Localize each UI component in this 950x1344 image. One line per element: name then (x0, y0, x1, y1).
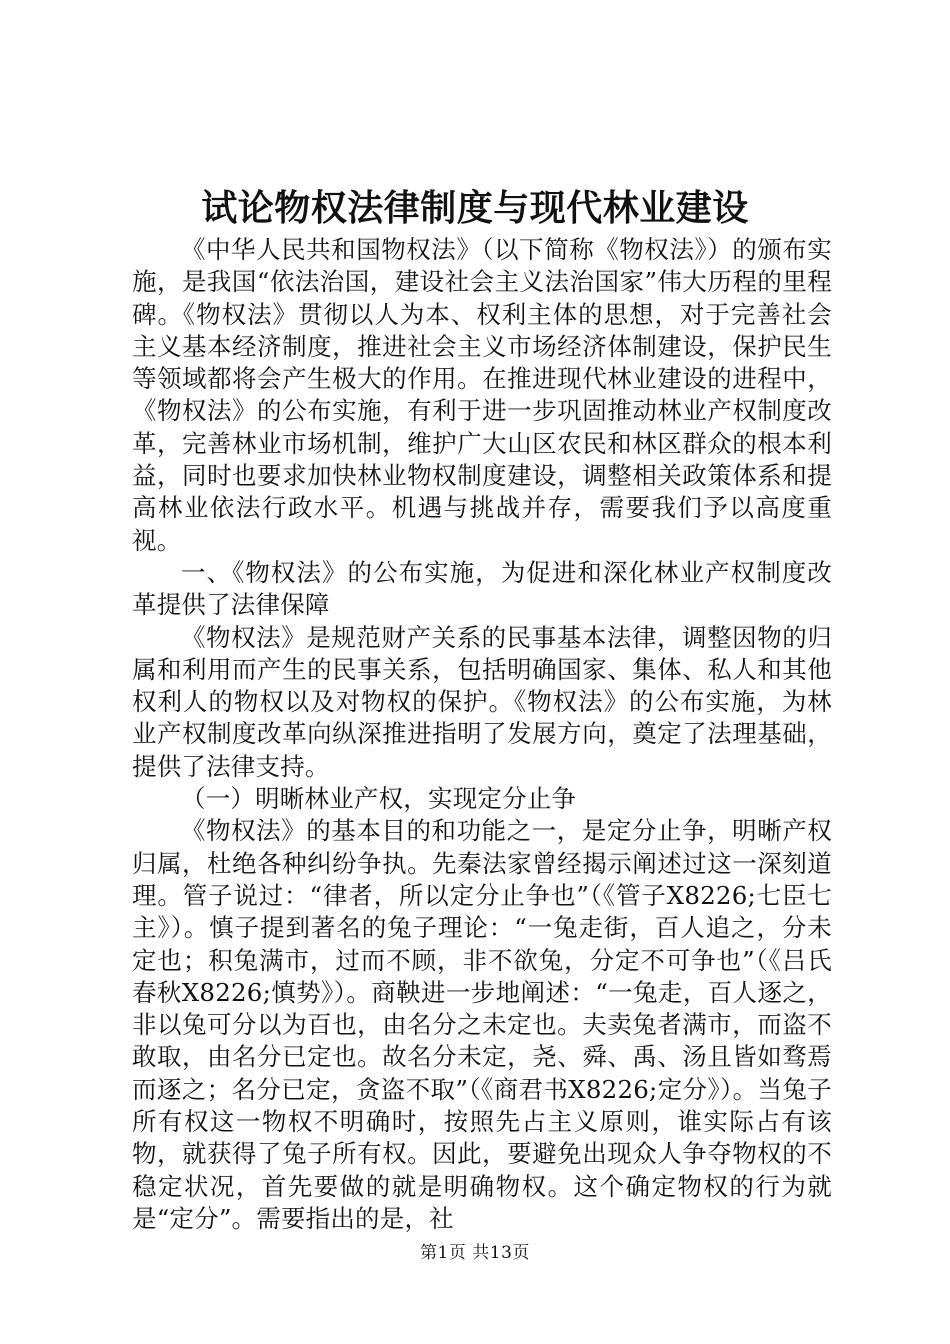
paragraph-subsection-1: 《物权法》的基本目的和功能之一，是定分止争，明晰产权归属，杜绝各种纠纷争执。先秦法家曾经揭示阐述过这一深刻道理。管子说过：“律者，所以定分止争也”（《管子X8226;七臣七主》）。慎子提到著名的兔子理论：“一兔走街，百人追之，分未定也；积兔满市，过而不顾，非不欲兔，分定不可争也”（《吕氏春秋X8226;慎势》）。商鞅进一步地阐述：“一兔走，百人逐之，非以兔可分以为百也，由名分之未定也。夫卖兔者满市，而盗不敢取，由名分已定也。故名分未定，尧、舜、禹、汤且皆如骛焉而逐之；名分已定，贪盗不取”（《商君书X8226;定分》）。当兔子所有权这一物权不明确时，按照先占主义原则，谁实际占有该物，就获得了兔子所有权。因此，要避免出现众人争夺物权的不稳定状况，首先要做的就是明确物权。这个确定物权的行为就是“定分”。需要指出的是，社 (132, 816, 832, 1233)
subsection-heading-1: （一）明晰林业产权，实现定分止争 (181, 784, 577, 814)
section-heading-1: 一、《物权法》的公布实施，为促进和深化林业产权制度改革提供了法律保障 (132, 557, 832, 620)
paragraph-intro: 《中华人民共和国物权法》（以下简称《物权法》）的颁布实施，是我国“依法治国，建设社会主义法治国家”伟大历程的里程碑。《物权法》贯彻以人为本、权利主体的思想，对于完善社会主义基本经济制度，推进社会主义市场经济体制建设，保护民生等领域都将会产生极大的作用。在推进现代林业建设的进程中，《物权法》的公布实施，有利于进一步巩固推动林业产权制度改革，完善林业市场机制，维护广大山区农民和林区群众的根本利益，同时也要求加快林业物权制度建设，调整相关政策体系和提高林业依法行政水平。机遇与挑战并存，需要我们予以高度重视。 (132, 235, 832, 555)
document-title: 试论物权法律制度与现代林业建设 (201, 188, 749, 229)
paragraph-section-1: 《物权法》是规范财产关系的民事基本法律，调整因物的归属和利用而产生的民事关系，包括明确国家、集体、私人和其他权利人的物权以及对物权的保护。《物权法》的公布实施，为林业产权制度改革向纵深推进指明了发展方向，奠定了法理基础，提供了法律支持。 (132, 622, 832, 781)
document-body (132, 234, 832, 1235)
page-number-footer: 第1页 共13页 (420, 1243, 530, 1263)
